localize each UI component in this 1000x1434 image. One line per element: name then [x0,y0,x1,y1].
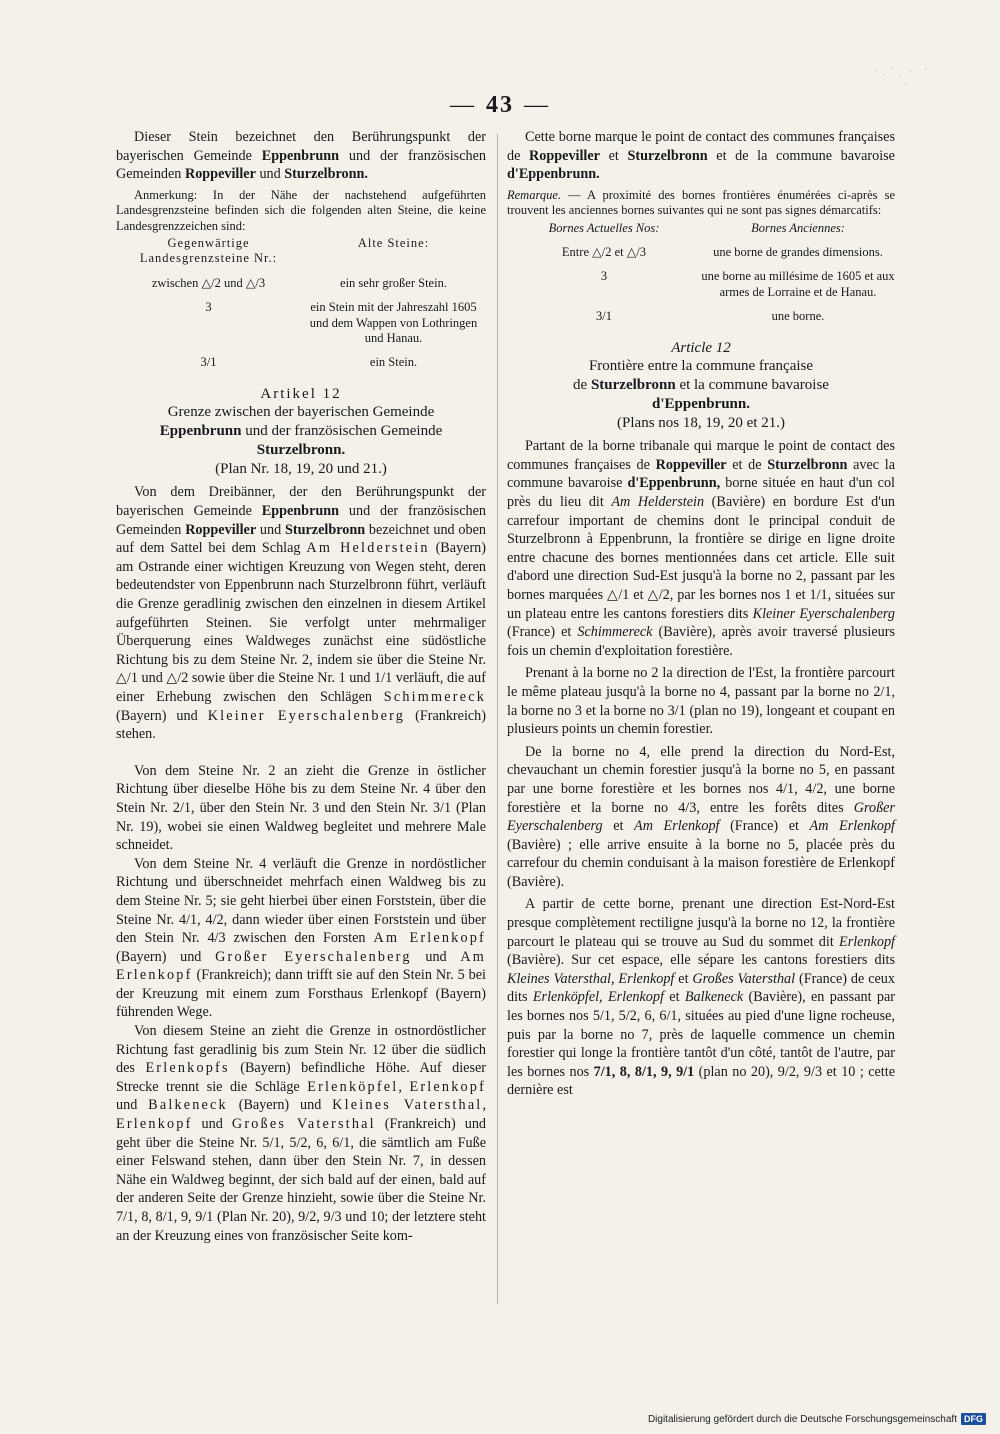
french-table-head-current: Bornes Actuelles Nos: [548,220,660,235]
text-segment: Balkeneck [684,989,744,1006]
text-segment: Schimmereck [383,688,486,705]
text-segment: De la borne no 4, elle prend la direction du Nord-Est, chevauchant un chemin forestier jusqu'à la borne no 5, en passant par une borne forestière et les bornes nos 4/1, 4/2, une borne forestière et la borne no 4/3, entre les forêts dites [507,743,895,816]
french-remark [507,188,895,219]
text-segment: Am Erlenkopf [809,818,895,835]
text-segment: Sturzelbronn [284,521,366,538]
german-table-row [116,300,486,346]
text-segment: Roppeviller [184,166,256,183]
text-segment: Von diesem Steine an zieht die Grenze in ostnordöstlicher Richtung fast geradlinig bis zum Stein Nr. 12 über die südlich des [116,1023,486,1077]
text-segment: A partir de cette borne, prenant une direction Est-Nord-Est presque complètement rectiligne jusqu'à la borne no 12, la frontière parcourt le plateau qui se trouve au Sud du sommet dit [507,896,895,950]
text-segment: Sturzelbronn [767,456,848,473]
german-table-row [116,276,486,291]
text-segment: Am Erlenkopf [116,948,487,984]
text-segment: und [255,166,285,183]
text-segment: (Bayern) und [227,1097,333,1114]
german-table-head-old: Alte Steine: [357,236,430,250]
german-paragraph-2: Von dem Steine Nr. 2 an zieht die Grenze in östlicher Richtung über dieselbe Höhe bis zu dem Steine Nr. 4 über den Stein Nr. 2/1, über den Stein Nr. 3 und den Stein Nr. 3/1 (Plan Nr. 19), wobei sie einen Waldweg begleitet und mehrere Male schneidet. [116,762,486,854]
text-segment: und [192,1116,232,1133]
german-table-rows [116,276,486,371]
text-segment: Roppeviller [185,521,257,538]
text-segment: , [398,1078,410,1095]
text-segment: borne située en haut d'un col près du lieu dit [507,475,895,510]
text-segment: — A proximité des bornes frontières énumérées ci-après se trouvent les anciennes bornes suivantes qui ne sont pas signes démarcatifs: [507,187,895,218]
text-segment: Kleiner Eyerschalenberg [207,707,406,724]
text-segment: Sturzelbronn. [284,166,368,183]
german-paragraph-4 [116,1022,486,1245]
text-segment: Großer Eyerschalenberg [215,948,412,965]
french-article-sub3: d'Eppenbrunn. [652,396,750,413]
text-segment: und [411,948,461,965]
text-segment: 7/1, 8, 8/1, 9, 9/1 [593,1063,695,1080]
german-old-stone: ein Stein. [369,355,418,370]
text-segment: (Bavière) en bordure Est d'un carrefour important de chemins dont le principal conduit de Sturzelbronn à Eppenbrunn, la frontière se dirige en ligne droite entre chacune des bornes mentionnées dans cet article. Elle suit d'abord une direction Sud-Est jusqu'à la borne no 2, passant par les bornes marquées △/1 et △/2, par les bornes nos 1 et 1/1, situées sur un plateau entre les cantons forestiers dits [507,494,896,622]
german-article-title: Artikel 12 [260,385,342,402]
text-segment: Erlenkopfs [145,1060,230,1077]
text-segment: Am Erlenkopf [373,930,486,947]
page-header: — 43 — [450,92,550,118]
text-segment: bezeichnet und oben auf dem Sattel bei dem Schlag [116,521,487,557]
french-old-stone: une borne. [771,309,825,324]
text-segment: Kleines Vatersthal [332,1097,483,1114]
text-segment: Am Erlenkopf [634,818,720,835]
text-segment: und [256,521,285,538]
german-current-stone: zwischen △/2 und △/3 [151,275,266,290]
german-paragraph-1 [116,483,486,743]
german-current-stone: 3/1 [200,355,217,370]
french-table-row [507,269,895,300]
french-paragraph-2: Prenant à la borne no 2 la direction de l'Est, la frontière parcourt le même plateau jusqu'à la borne no 4, passant par la borne no 2/1, la borne no 3 et la borne no 3/1 (plan no 19), longeant et coupant en plusieurs points un chemin forestier. [507,665,895,738]
text-segment: Schimmereck [577,624,653,641]
footer-text: Digitalisierung gefördert durch die Deutsche Forschungsgemeinschaft [647,1413,957,1425]
german-table-row [116,355,486,370]
text-segment: (Bavière), après avoir traversé plusieurs fois un chemin d'exploitation forestière. [507,624,895,659]
text-segment: Großes Vatersthal [231,1116,376,1133]
text-segment: Eppenbrunn [261,503,340,520]
german-article-sub1: Grenze zwischen der bayerischen Gemeinde [167,404,435,421]
text-segment: (France) et [719,818,810,835]
french-table-rows [507,245,895,325]
text-segment: Von dem Steine Nr. 4 verläuft die Grenze in nordöstlicher Richtung und überschneidet mehrfach einen Waldweg bis zu dem Steine Nr. 5; sie geht hierbei über einen Forststein, über die Steine Nr. 4/1, 4/2, dann wieder über einen Forststein und über den Stein Nr. 4/3 zwischen den Forsten [116,855,486,947]
text-segment: d'Eppenbrunn, [627,475,721,492]
french-paragraph-1 [507,437,895,660]
french-article-sub1: Frontière entre la commune française [588,358,814,375]
french-table-header [507,221,895,236]
french-old-stone: une borne de grandes dimensions. [713,245,883,259]
text-segment: Roppeviller [655,456,727,473]
french-column [507,128,895,1100]
text-segment: Dieser Stein bezeichnet den Berührungspunkt der bayerischen Gemeinde [116,129,486,164]
german-paragraph-3 [116,855,486,1022]
text-segment: (Bayern) befindliche Höhe. Auf dieser Strecke trennt sie die Schläge [116,1060,486,1095]
page-number: 43 [486,92,514,118]
german-remark: Anmerkung: In der Nähe der nachstehend aufgeführten Landesgrenzsteine befinden sich die folgenden alten Steine, die keine Landesgrenzzeichen sind: [116,187,486,233]
text-segment: (Bavière), en passant par les bornes nos 5/1, 5/2, 6, 6/1, situées au pied d'une ligne rocheuse, puis par la borne no 7, près de laquelle commence un chemin forestier qui longe la frontière tantôt d'un côté, tantôt de l'autre, par les bornes nos [507,989,895,1080]
german-table-head-current: Gegenwärtige Landesgrenzsteine Nr.: [139,236,278,266]
text-segment: et de la commune bavaroise [707,147,895,164]
text-segment: Erlenkopf [409,1078,487,1095]
text-segment: Am Helderstein [306,540,430,557]
text-segment: Roppeviller [529,147,600,164]
text-segment: Balkeneck [148,1097,228,1114]
text-segment: Großer Eyerschalenberg [507,799,895,835]
french-article-plan: (Plans nos 18, 19, 20 et 21.) [617,415,785,432]
german-old-stone: ein Stein mit der Jahreszahl 1605 und dem Wappen von Lothringen und Hanau. [309,300,478,346]
text-segment: (France) et [507,624,578,641]
text-segment: und [116,1097,149,1114]
french-table-row [507,309,895,324]
french-table-head-old: Bornes Anciennes: [751,220,845,235]
text-segment: (France) de ceux dits [507,970,895,1006]
text-segment: Erlenkopf [116,1116,193,1133]
text-segment: et [674,970,693,987]
german-article-sub2: Eppenbrunn und der französischen Gemeinde [159,423,443,440]
german-current-stone: 3 [205,300,212,315]
text-segment: d'Eppenbrunn. [507,166,600,183]
text-segment: Erlenkopf [839,933,895,950]
text-segment: Cette borne marque le point de contact des communes françaises de [507,129,895,164]
text-segment: Eppenbrunn [261,147,340,164]
french-article-heading [507,357,895,433]
text-segment: et [663,989,685,1006]
corner-stamp-mark [870,62,940,92]
french-current-stone: 3 [600,269,608,284]
text-segment: (Bavière). Sur cet espace, elle sépare les cantons forestiers dits [507,952,895,969]
text-segment: Erlenköpfel [307,1078,399,1095]
text-segment: (plan no 20), 9/2, 9/3 et 10 ; cette dernière est [507,1063,895,1099]
french-current-stone: Entre △/2 et △/3 [561,245,647,259]
french-intro [507,128,895,184]
german-intro [116,128,486,184]
text-segment: Erlenköpfel, Erlenkopf [532,989,664,1006]
german-table-header [116,236,486,267]
german-article-sub3: Sturzelbronn. [256,442,346,459]
german-column [116,128,486,1245]
text-segment: Partant de la borne tribanale qui marque le point de contact des communes françaises de [507,438,895,473]
text-segment: et [602,818,635,835]
french-table-row [507,245,895,260]
french-article-title: Article 12 [671,339,731,356]
german-article-heading [116,403,486,479]
text-segment: und der französischen Gemeinden [116,147,486,183]
text-segment: (Frankreich) stehen. [116,707,487,743]
text-segment: (Bayern) und [116,707,208,724]
dfg-logo: DFG [961,1413,986,1425]
text-segment: und der französischen Gemeinden [116,503,486,538]
text-segment: Kleines Vatersthal, Erlenkopf [507,970,675,987]
french-paragraph-4 [507,895,895,1100]
text-segment: , [482,1097,487,1114]
text-segment: Am Helderstein [611,494,705,510]
text-segment: Von dem Dreibänner, der den Berührungspunkt der bayerischen Gemeinde [116,484,486,520]
french-paragraph-3 [507,743,895,892]
text-segment: et de [726,456,768,473]
french-old-stone: une borne au millésime de 1605 et aux armes de Lorraine et de Hanau. [701,269,895,299]
text-segment: (Frankreich); dann trifft sie auf den Stein Nr. 5 bei der Kreuzung mit einem zum Forsthaus Erlenkopf (Bayern) führenden Wege. [116,967,486,1021]
text-segment: Kleiner Eyerschalenberg [752,605,896,622]
text-segment: (Bavière) ; elle arrive ensuite à la borne no 5, placée près du carrefour du chemin conduisant à la maison forestière de Erlenkopf (Bavière). [507,836,895,890]
digitization-footer [648,1413,986,1425]
text-segment: (Frankreich) und geht über die Steine Nr. 5/1, 5/2, 6, 6/1, die sämtlich am Fuße einer Felswand stehen, dann über den Stein Nr. 7, in dessen Nähe ein Waldweg beginnt, der sich bald auf der einen, bald auf der anderen Seite der Grenze hinzieht, sowie über die Steine Nr. 7/1, 8, 8/1, 9, 9/1 (Plan Nr. 20), 9/2, 9/3 und 10; der letztere steht an der Kreuzung eines von französischer Seite kom- [116,1116,487,1244]
column-divider [497,134,498,1304]
text-segment: Großes Vatersthal [692,970,796,987]
text-segment: avec la commune bavaroise [507,456,895,492]
text-segment: Remarque. [507,187,562,202]
text-segment: et [599,147,628,164]
french-article-sub2: de Sturzelbronn et la commune bavaroise [573,377,829,394]
german-article-plan: (Plan Nr. 18, 19, 20 und 21.) [215,461,387,478]
text-segment: (Bayern) am Ostrande einer wichtigen Kreuzung von Wegen steht, deren bedeutendster von Eppenbrunn nach Sturzelbronn führt, verläuft die Grenze geradlinig zwischen den einzelnen in diesem Artikel aufgeführten Steinen. Sie verfolgt unter mehrmaliger Überquerung eines Waldweges zunächst eine südöstliche Richtung bis zu dem Steine Nr. 2, indem sie über die Steine Nr. △/1 und △/2 sowie über die Steine Nr. 1 und 1/1 verläuft, die auf einer Erhebung zwischen den Schlägen [116,540,486,705]
french-current-stone: 3/1 [596,309,612,324]
text-segment: (Bayern) und [116,948,216,965]
text-segment: Sturzelbronn [627,147,708,164]
german-old-stone: ein sehr großer Stein. [340,275,447,290]
